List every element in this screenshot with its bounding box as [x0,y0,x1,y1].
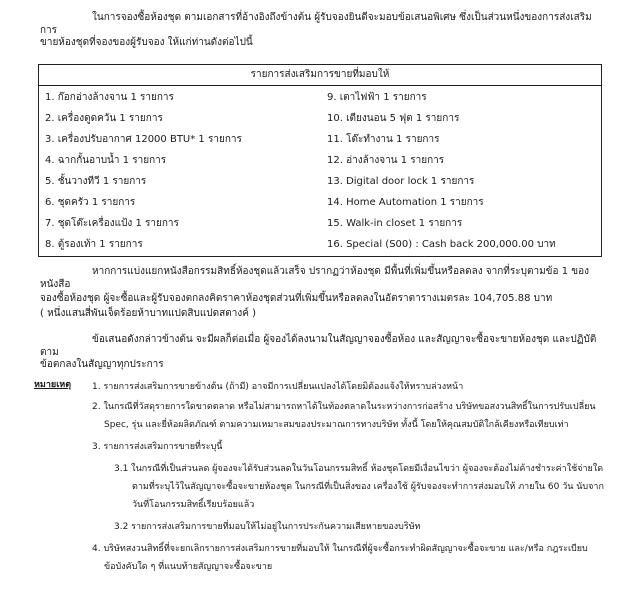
promotion-item: 15. Walk-in closet 1 รายการ [327,218,463,229]
promotion-item: 12. อ่างล้างจาน 1 รายการ [327,155,445,166]
promotion-item: 4. ฉากกั้นอาบน้ำ 1 รายการ [45,155,167,166]
note-3-1-line-2: ตามที่ระบุไว้ในสัญญาจะซื้อจะขายห้องชุด ในกรณีที่เป็นสิ่งของ เครื่องใช้ ผู้รับจองจะทำการส่งมอบให้ ภายใน 60 วัน นับจาก [132,482,604,492]
promotion-table [38,64,602,257]
area-adjustment-paragraph [40,266,600,322]
note-3-2: 3.2 รายการส่งเสริมการขายที่มอบให้ไม่อยู่ในการประกันความเสียหายของบริษัท [114,522,421,532]
promotion-item: 8. ตู้รองเท้า 1 รายการ [45,239,143,250]
promotion-list-left [45,87,315,255]
note-2-line-2: Spec, รุ่น และยี่ห้อผลิตภัณฑ์ ตามความเหมาะสมของประมาณการทางบริษัท ทั้งนี้ โดยให้คุณสมบัติใกล้เคียงหรือเทียบเท่า [104,420,569,430]
promotion-item: 16. Special (S00) : Cash back 200,000.00 บาท [327,239,556,250]
area-adjustment-line-2: จองซื้อห้องชุด ผู้จะซื้อและผู้รับจองตกลงคิดราคาห้องชุดส่วนที่เพิ่มขึ้นหรือลดลงในอัตราตารางเมตรละ 104,705.88 บาท [40,293,553,304]
note-3-1-line-3: วันที่โอนกรรมสิทธิ์เรียบร้อยแล้ว [132,500,255,510]
note-4-line-2: ข้อบังคับใด ๆ ที่แนบท้ายสัญญาจะซื้อจะขาย [104,562,273,572]
area-adjustment-line-3: ( หนึ่งแสนสี่พันเจ็ดร้อยห้าบาทแปดสิบแปดสตางค์ ) [40,307,256,319]
area-adjustment-line-1: หากการแบ่งแยกหนังสือกรรมสิทธิ์ห้องชุดแล้วเสร็จ ปรากฏว่าห้องชุด มีพื้นที่เพิ่มขึ้นหรือลดลง จากที่ระบุตามข้อ 1 ของหนังสือ [40,266,589,290]
note-3-1-line-1: 3.1 ในกรณีที่เป็นส่วนลด ผู้จองจะได้รับส่วนลดในวันโอนกรรมสิทธิ์ ห้องชุดโดยมีเงื่อนไขว่า ผู้จองจะต้องไม่ค้างชำระค่าใช้จ่ายใด [114,464,604,474]
intro-line-2: ขายห้องชุดที่จองของผู้รับจอง ให้แก่ท่านดังต่อไปนี้ [40,37,253,48]
promotion-item: 14. Home Automation 1 รายการ [327,197,484,208]
note-1: 1. รายการส่งเสริมการขายข้างต้น (ถ้ามี) อาจมีการเปลี่ยนแปลงได้โดยมิต้องแจ้งให้ทราบล่วงหน้า [92,382,464,392]
notes-header: หมายเหตุ [34,380,72,390]
promotion-item: 5. ชั้นวางทีวี 1 รายการ [45,176,147,187]
promotion-item: 11. โต๊ะทำงาน 1 รายการ [327,134,440,145]
intro-paragraph [40,12,600,50]
conditions-paragraph [40,334,600,372]
promotion-item: 6. ชุดครัว 1 รายการ [45,197,136,208]
promotion-item: 9. เตาไฟฟ้า 1 รายการ [327,92,427,103]
conditions-line-1: ข้อเสนอดังกล่าวข้างต้น จะมีผลก็ต่อเมื่อ ผู้จองได้ลงนามในสัญญาจองซื้อห้อง และสัญญาจะซื้อจะขายห้องชุด และปฏิบัติตาม [40,334,597,358]
note-3: 3. รายการส่งเสริมการขายที่ระบุนี้ [92,442,223,452]
promotion-item: 1. ก๊อกอ่างล้างจาน 1 รายการ [45,92,174,103]
promotion-table-title: รายการส่งเสริมการขายที่มอบให้ [39,65,601,86]
promotion-item: 7. ชุดโต๊ะเครื่องแป้ง 1 รายการ [45,218,179,229]
promotion-item: 10. เตียงนอน 5 ฟุต 1 รายการ [327,113,460,124]
note-2-line-1: 2. ในกรณีที่วัสดุรายการใดขาดตลาด หรือไม่สามารถหาได้ในท้องตลาดในระหว่างการก่อสร้าง บริษัทขอสงวนสิทธิ์ในการปรับเปลี่ยน [92,402,596,412]
intro-line-1: ในการจองซื้อห้องชุด ตามเอกสารที่อ้างอิงถึงข้างต้น ผู้รับจองยินดีจะมอบข้อเสนอพิเศษ ซึ่งเป็นส่วนหนึ่งของการส่งเสริมการ [40,12,592,36]
promotion-list-right [327,87,597,255]
conditions-line-2: ข้อตกลงในสัญญาทุกประการ [40,359,164,370]
promotion-item: 2. เครื่องดูดควัน 1 รายการ [45,113,163,124]
note-4-line-1: 4. บริษัทสงวนสิทธิ์ที่จะยกเลิกรายการส่งเสริมการขายที่มอบให้ ในกรณีที่ผู้จะซื้อกระทำผิดสัญญาจะซื้อจะขาย และ/หรือ กฎระเบียบ [92,544,588,554]
promotion-item: 3. เครื่องปรับอากาศ 12000 BTU* 1 รายการ [45,134,242,145]
promotion-item: 13. Digital door lock 1 รายการ [327,176,475,187]
